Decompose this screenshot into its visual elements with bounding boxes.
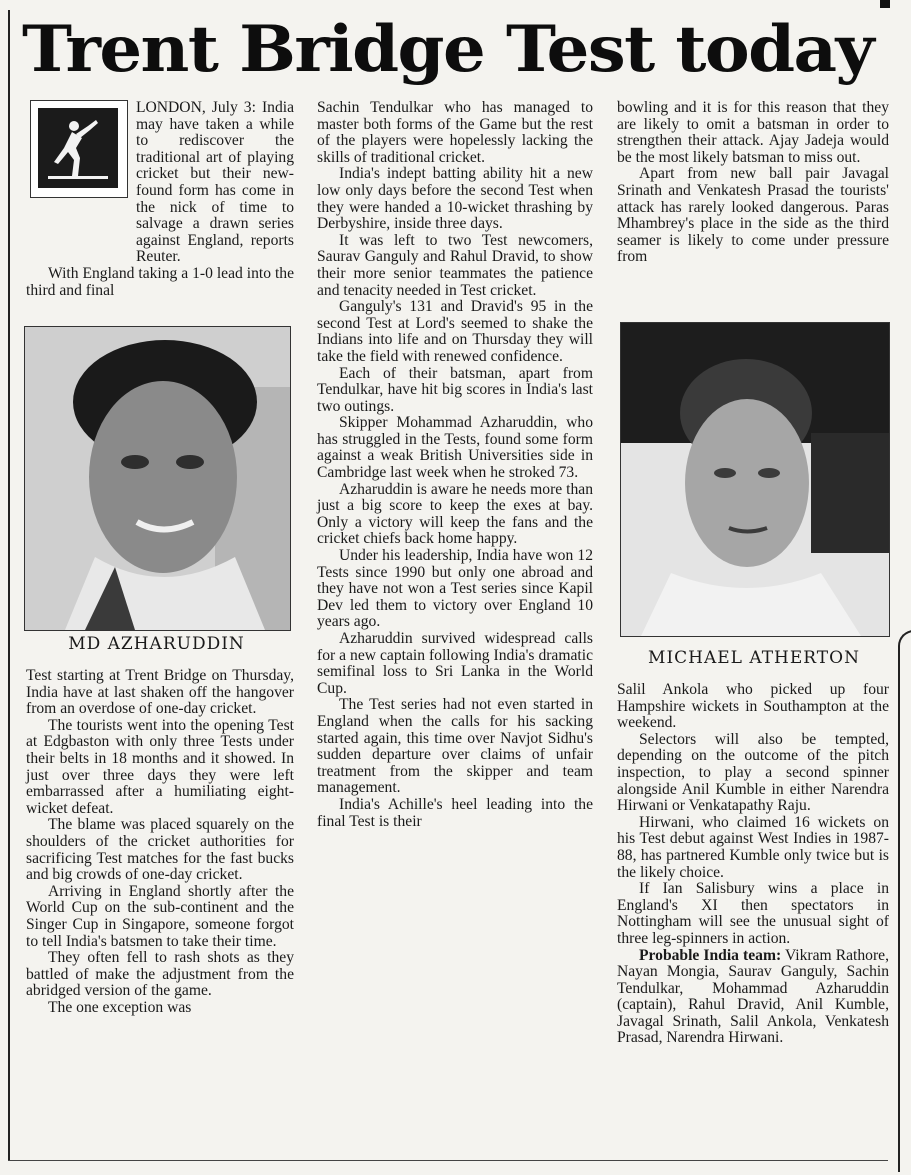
bottom-rule bbox=[8, 1160, 888, 1161]
team-label: Probable India team: bbox=[639, 946, 782, 964]
paragraph: Apart from new ball pair Javagal Srinath and Venkatesh Prasad the tourists' attack has rarely looked dangerous. Paras Mhambrey's place in the side as the third seamer is likely to come under pressure from bbox=[617, 165, 889, 266]
paragraph: India's Achille's heel leading into the final Test is their bbox=[317, 795, 593, 830]
paragraph: The blame was placed squarely on the shoulders of the cricket authorities for sacrificing Test matches for the fast bucks and big crowds of one-day cricket. bbox=[26, 816, 294, 884]
azharuddin-photo bbox=[24, 326, 291, 631]
column-3-bottom bbox=[617, 682, 889, 1047]
paragraph: Ganguly's 131 and Dravid's 95 in the second Test at Lord's seemed to shake the Indians into life and on Thursday they will take the field with renewed confidence. bbox=[317, 298, 593, 365]
paragraph: With England taking a 1-0 lead into the third and final bbox=[26, 264, 294, 299]
paragraph: The Test series had not even started in England when the calls for his sacking started again, this time over Navjot Sidhu's sudden departure over claims of unfair treatment from the skipper and team management. bbox=[317, 696, 593, 797]
photo-caption: MD AZHARUDDIN bbox=[68, 634, 245, 654]
paragraph: Under his leadership, India have won 12 Tests since 1990 but only one abroad and they have not won a Test series since Kapil Dev led them to victory over England 10 years ago. bbox=[317, 547, 593, 631]
paragraph: Sachin Tendulkar who has managed to master both forms of the Game but the rest of the players were hopelessly lacking the skills of traditional cricket. bbox=[317, 99, 593, 166]
paragraph: Test starting at Trent Bridge on Thursday, India have at last shaken off the hangover from an overdose of one-day cricket. bbox=[26, 667, 294, 718]
left-column-rule bbox=[8, 10, 10, 1160]
team-list: Vikram Rathore, Nayan Mongia, Saurav Ganguly, Sachin Tendulkar, Mohammad Azharuddin (captain), Rahul Dravid, Anil Kumble, Javagal Srinath, Salil Ankola, Venkatesh Prasad, Narendra Hirwani. bbox=[617, 946, 889, 1047]
paragraph: Skipper Mohammad Azharuddin, who has struggled in the Tests, found some form against a weak British Universities side in Cambridge last week when he stroked 73. bbox=[317, 414, 593, 482]
right-edge-bracket bbox=[898, 630, 911, 1172]
paragraph: Salil Ankola who picked up four Hampshire wickets in Southampton at the weekend. bbox=[617, 681, 889, 732]
team-paragraph bbox=[617, 948, 889, 1048]
atherton-photo bbox=[620, 322, 890, 637]
paragraph: Each of their batsman, apart from Tendulkar, have hit big scores in India's last two outings. bbox=[317, 364, 593, 415]
photo-caption: MICHAEL ATHERTON bbox=[648, 648, 860, 668]
paragraph: They often fell to rash shots as they battled of make the adjustment from the abridged version of the game. bbox=[26, 949, 294, 1000]
paragraph: Azharuddin survived widespread calls for a new captain following India's dramatic semifinal loss to Sri Lanka in the World Cup. bbox=[317, 630, 593, 697]
paragraph: bowling and it is for this reason that they are likely to omit a batsman in order to strengthen their attack. Ajay Jadeja would be the most likely batsman to miss out. bbox=[617, 99, 889, 166]
paragraph: Azharuddin is aware he needs more than just a big score to keep the exes at bay. Only a victory will keep the fans and the cricket chiefs back home happy. bbox=[317, 480, 593, 548]
column-1-bottom bbox=[26, 668, 294, 1016]
paragraph: Hirwani, who claimed 16 wickets on his Test debut against West Indies in 1987-88, has partnered Kumble only twice but is the likely choice. bbox=[617, 813, 889, 881]
paragraph: The tourists went into the opening Test at Edgbaston with only three Tests under their belts in 18 months and it showed. In just over three days they were left embarrassed after a humiliating eight-wicket defeat. bbox=[26, 716, 294, 817]
headline: Trent Bridge Test today bbox=[22, 12, 873, 87]
column-3-top bbox=[617, 100, 889, 266]
paragraph: If Ian Salisbury wins a place in England's XI then spectators in Nottingham will see the unusual sight of three leg-spinners in action. bbox=[617, 880, 889, 947]
paragraph: Arriving in England shortly after the World Cup on the sub-continent and the Singer Cup in Singapore, someone forgot to tell India's batsmen to take their time. bbox=[26, 882, 294, 950]
article-lead: LONDON, July 3: India may have taken a while to rediscover the traditional art of playing cricket but their new-found form has come in the nick of time to salvage a drawn series against England, reports Reuter. bbox=[136, 99, 294, 266]
column-1-top bbox=[26, 100, 294, 299]
paragraph: The one exception was bbox=[48, 998, 192, 1016]
paragraph: Selectors will also be tempted, depending on the outcome of the pitch inspection, to play a second spinner alongside Anil Kumble in either Narendra Hirwani or Venkatapathy Raju. bbox=[617, 730, 889, 815]
paragraph: It was left to two Test newcomers, Saurav Ganguly and Rahul Dravid, to show their more senior teammates the patience and tenacity needed in Test cricket. bbox=[317, 231, 593, 299]
paragraph: India's indept batting ability hit a new low only days before the second Test when they were handed a 10-wicket thrashing by Derbyshire, inside three days. bbox=[317, 165, 593, 233]
column-2 bbox=[317, 100, 593, 830]
